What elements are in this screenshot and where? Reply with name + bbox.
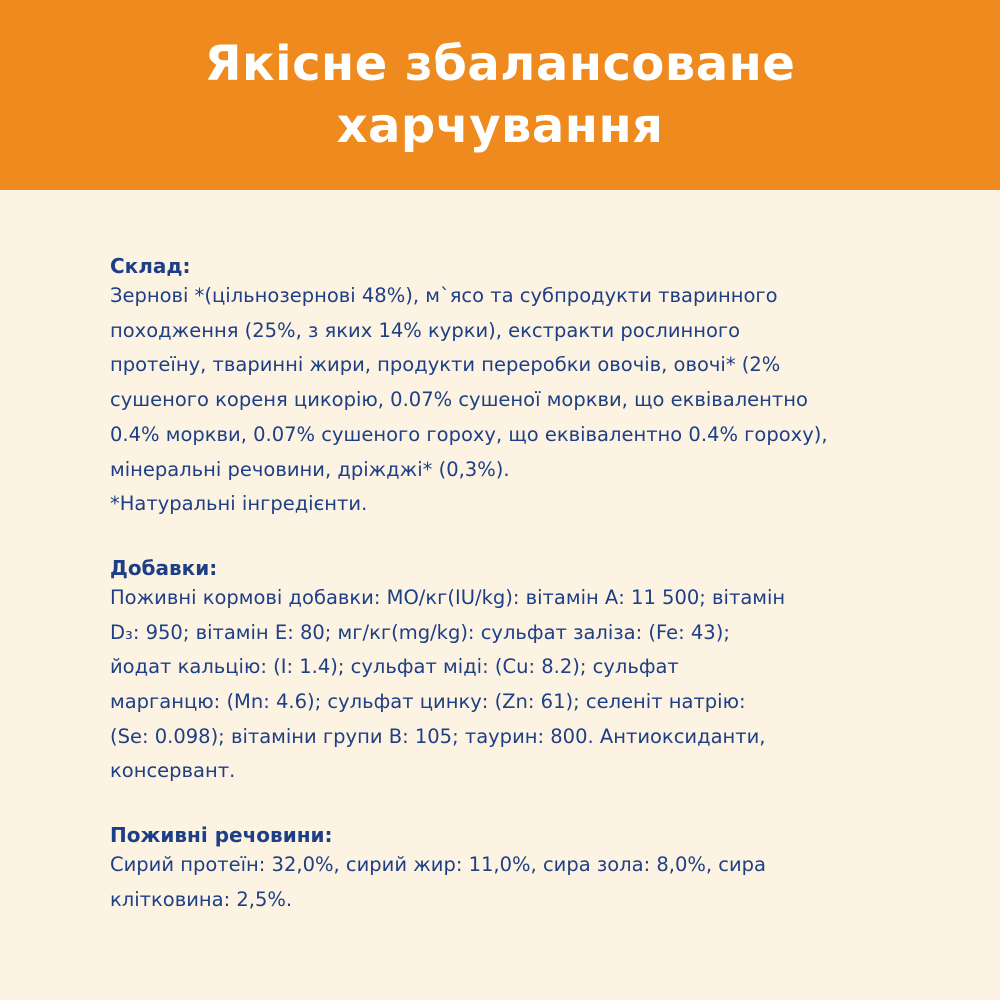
composition-line: мінеральні речовини, дріжджі* (0,3%).	[110, 457, 510, 481]
composition-line: сушеного кореня цикорію, 0.07% сушеної моркви, що еквівалентно	[110, 388, 808, 412]
page-title-line-1: Якісне збалансоване	[204, 36, 796, 92]
composition-text	[110, 279, 910, 522]
additives-line: D₃: 950; вітамін Е: 80; мг/кг(mg/kg): сульфат заліза: (Fe: 43);	[110, 620, 730, 644]
ingredients-content	[110, 253, 910, 918]
composition-line: 0.4% моркви, 0.07% сушеного гороху, що еквівалентно 0.4% гороху),	[110, 422, 828, 446]
nutrients-section	[110, 822, 910, 917]
additives-line: марганцю: (Mn: 4.6); сульфат цинку: (Zn: 61); селеніт натрію:	[110, 690, 746, 714]
composition-line: протеїну, тваринні жири, продукти переробки овочів, овочі* (2%	[110, 353, 781, 377]
nutrients-text	[110, 848, 910, 917]
additives-line: йодат кальцію: (I: 1.4); сульфат міді: (Cu: 8.2); сульфат	[110, 655, 679, 679]
additives-section	[110, 555, 910, 789]
additives-text	[110, 581, 910, 789]
natural-ingredients-note: *Натуральні інгредієнти.	[110, 492, 368, 516]
title-banner	[0, 0, 1000, 190]
composition-line: походження (25%, з яких 14% курки), екстракти рослинного	[110, 318, 741, 342]
composition-line: Зернові *(цільнозернові 48%), м`ясо та субпродукти тваринного	[110, 284, 778, 307]
nutrients-heading: Поживні речовини:	[110, 823, 333, 848]
additives-line: Поживні кормові добавки: МО/кг(IU/kg): вітамін А: 11 500; вітамін	[110, 585, 786, 609]
nutrients-line: Сирий протеїн: 32,0%, сирий жир: 11,0%, сира зола: 8,0%, сира	[110, 853, 767, 877]
additives-heading: Добавки:	[110, 555, 218, 580]
composition-section	[110, 253, 910, 522]
additives-line: консервант.	[110, 759, 236, 783]
additives-line: (Se: 0.098); вітаміни групи В: 105; таурин: 800. Антиоксиданти,	[110, 724, 766, 748]
nutrients-line: клітковина: 2,5%.	[110, 887, 293, 911]
page-title-line-2: харчування	[336, 98, 664, 154]
composition-heading: Склад:	[110, 254, 191, 278]
